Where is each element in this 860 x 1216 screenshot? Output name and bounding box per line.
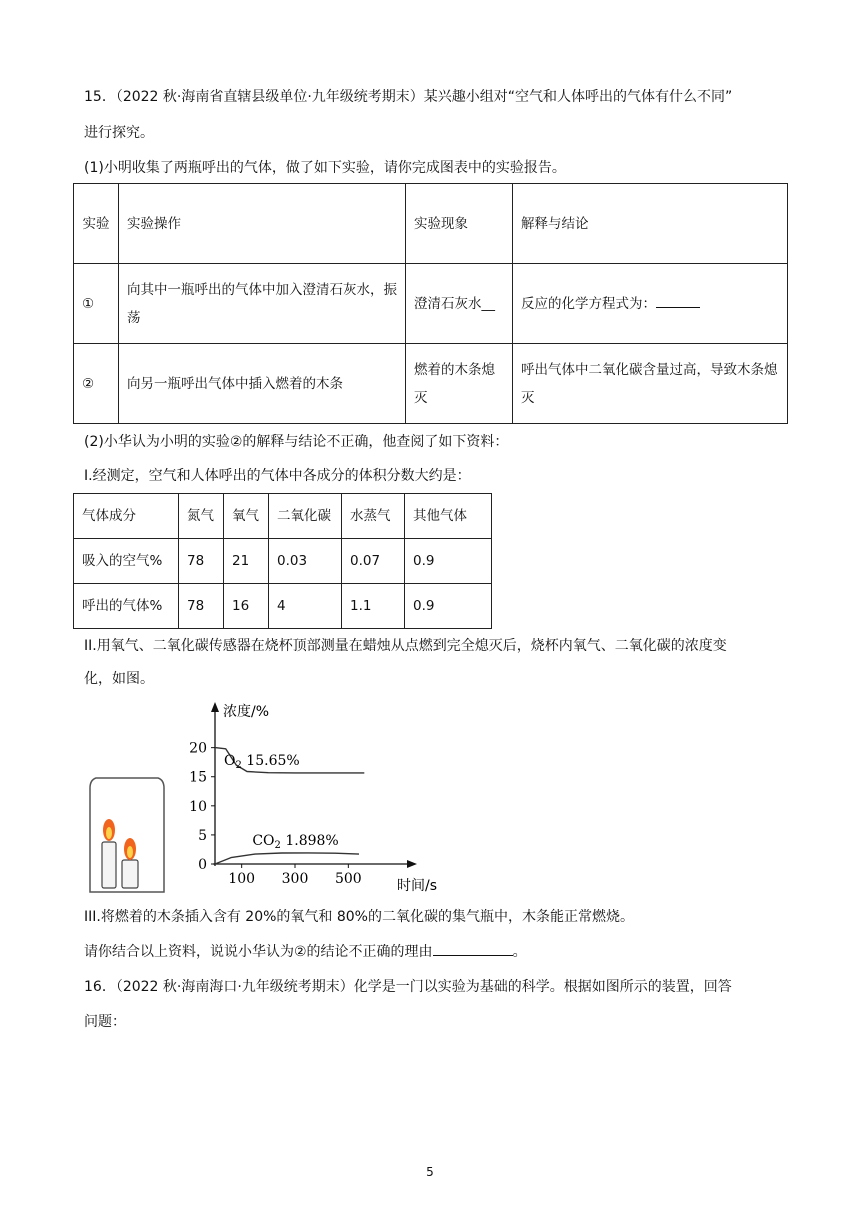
- table-cell: 4: [269, 584, 342, 629]
- info-3: III.将燃着的木条插入含有 20%的氧气和 80%的二氧化碳的集气瓶中，木条能正常燃烧。: [84, 909, 634, 925]
- table-header-cell: 其他气体: [405, 494, 492, 539]
- x-tick-label: 500: [334, 871, 362, 887]
- table-row: [74, 184, 788, 264]
- table-cell: 呼出气体中二氧化碳含量过高，导致木条熄灭: [513, 344, 788, 424]
- table-row: [74, 494, 492, 539]
- table-row: [74, 264, 788, 344]
- table-cell: 0.9: [405, 584, 492, 629]
- q15-question: [84, 937, 788, 967]
- table-cell: ②: [74, 344, 119, 424]
- table-header-cell: 解释与结论: [513, 184, 788, 264]
- info-1: I.经测定，空气和人体呼出的气体中各成分的体积分数大约是：: [84, 468, 471, 484]
- gas-composition-table: [73, 493, 492, 629]
- page-number: 5: [426, 1165, 434, 1179]
- q16-line-2: 问题：: [84, 1014, 126, 1030]
- table-cell: 吸入的空气%: [74, 539, 179, 584]
- series-label-co2: $CO_2$ 1.898%: [252, 833, 339, 852]
- table-header-cell: 气体成分: [74, 494, 179, 539]
- x-tick-label: 300: [281, 871, 309, 887]
- y-tick-label: 5: [198, 827, 207, 844]
- q15-part2: (2)小华认为小明的实验②的解释与结论不正确，他查阅了如下资料：: [84, 434, 509, 450]
- experiment-report-table: [73, 183, 788, 424]
- q15-line-1: 15．（2022 秋·海南省直辖县级单位·九年级统考期末）某兴趣小组对“空气和人体呼出的气体有什么不同”: [84, 89, 733, 105]
- y-tick-label: 20: [189, 740, 207, 757]
- y-axis-arrow: [211, 702, 219, 712]
- x-axis-label: 时间/s: [397, 878, 438, 894]
- table-header-cell: 氧气: [224, 494, 269, 539]
- y-tick-label: 0: [198, 857, 207, 873]
- table-header-cell: 实验: [74, 184, 119, 264]
- table-header-cell: 水蒸气: [342, 494, 405, 539]
- table-cell: 0.03: [269, 539, 342, 584]
- table-header-cell: 二氧化碳: [269, 494, 342, 539]
- table-cell: 78: [179, 539, 224, 584]
- x-axis-arrow: [407, 860, 417, 868]
- table-cell: 1.1: [342, 584, 405, 629]
- table-cell: 16: [224, 584, 269, 629]
- tall-candle-icon: [102, 842, 116, 888]
- table-cell: 0.07: [342, 539, 405, 584]
- info-2-line-1: II.用氧气、二氧化碳传感器在烧杯顶部测量在蜡烛从点燃到完全熄灭后，烧杯内氧气、二氧化碳的浓度变: [84, 638, 727, 654]
- q15-part1: (1)小明收集了两瓶呼出的气体，做了如下实验，请你完成图表中的实验报告。: [84, 160, 566, 176]
- table-header-cell: 氮气: [179, 494, 224, 539]
- short-candle-icon: [122, 860, 138, 888]
- y-tick-label: 15: [189, 769, 207, 786]
- table-cell: 0.9: [405, 539, 492, 584]
- q15-line-2: 进行探究。: [84, 125, 154, 141]
- table-cell: 呼出的气体%: [74, 584, 179, 629]
- q16-line-1: 16．（2022 秋·海南海口·九年级统考期末）化学是一门以实验为基础的科学。根据如图所示的装置，回答: [84, 979, 732, 995]
- table-cell: 向另一瓶呼出气体中插入燃着的木条: [119, 344, 406, 424]
- table-cell: 78: [179, 584, 224, 629]
- table-cell: [513, 264, 788, 344]
- info-2-line-2: 化，如图。: [84, 671, 154, 687]
- table-cell: 澄清石灰水__: [406, 264, 513, 344]
- table-row: [74, 539, 492, 584]
- candle-beaker-illustration: [84, 692, 444, 902]
- table-header-cell: 实验现象: [406, 184, 513, 264]
- table-cell: 21: [224, 539, 269, 584]
- experiment-figure: [84, 692, 444, 902]
- table-header-cell: 实验操作: [119, 184, 406, 264]
- y-tick-label: 10: [189, 798, 207, 815]
- question-end: 。: [512, 944, 527, 960]
- series-line-co2: [215, 853, 359, 864]
- table-cell: 向其中一瓶呼出的气体中加入澄清石灰水，振荡: [119, 264, 406, 344]
- y-axis-label: 浓度/%: [223, 704, 270, 720]
- x-tick-label: 100: [228, 871, 256, 887]
- table-row: [74, 344, 788, 424]
- equation-prompt: 反应的化学方程式为：: [521, 296, 656, 312]
- question-text: 请你结合以上资料，说说小华认为②的结论不正确的理由: [84, 944, 433, 960]
- concentration-chart: [189, 702, 437, 894]
- answer-blank[interactable]: [656, 289, 700, 308]
- table-row: [74, 584, 492, 629]
- answer-blank[interactable]: [433, 937, 513, 956]
- table-cell: 燃着的木条熄灭: [406, 344, 513, 424]
- series-label-o2: $O_2$ 15.65%: [224, 752, 300, 771]
- table-cell: ①: [74, 264, 119, 344]
